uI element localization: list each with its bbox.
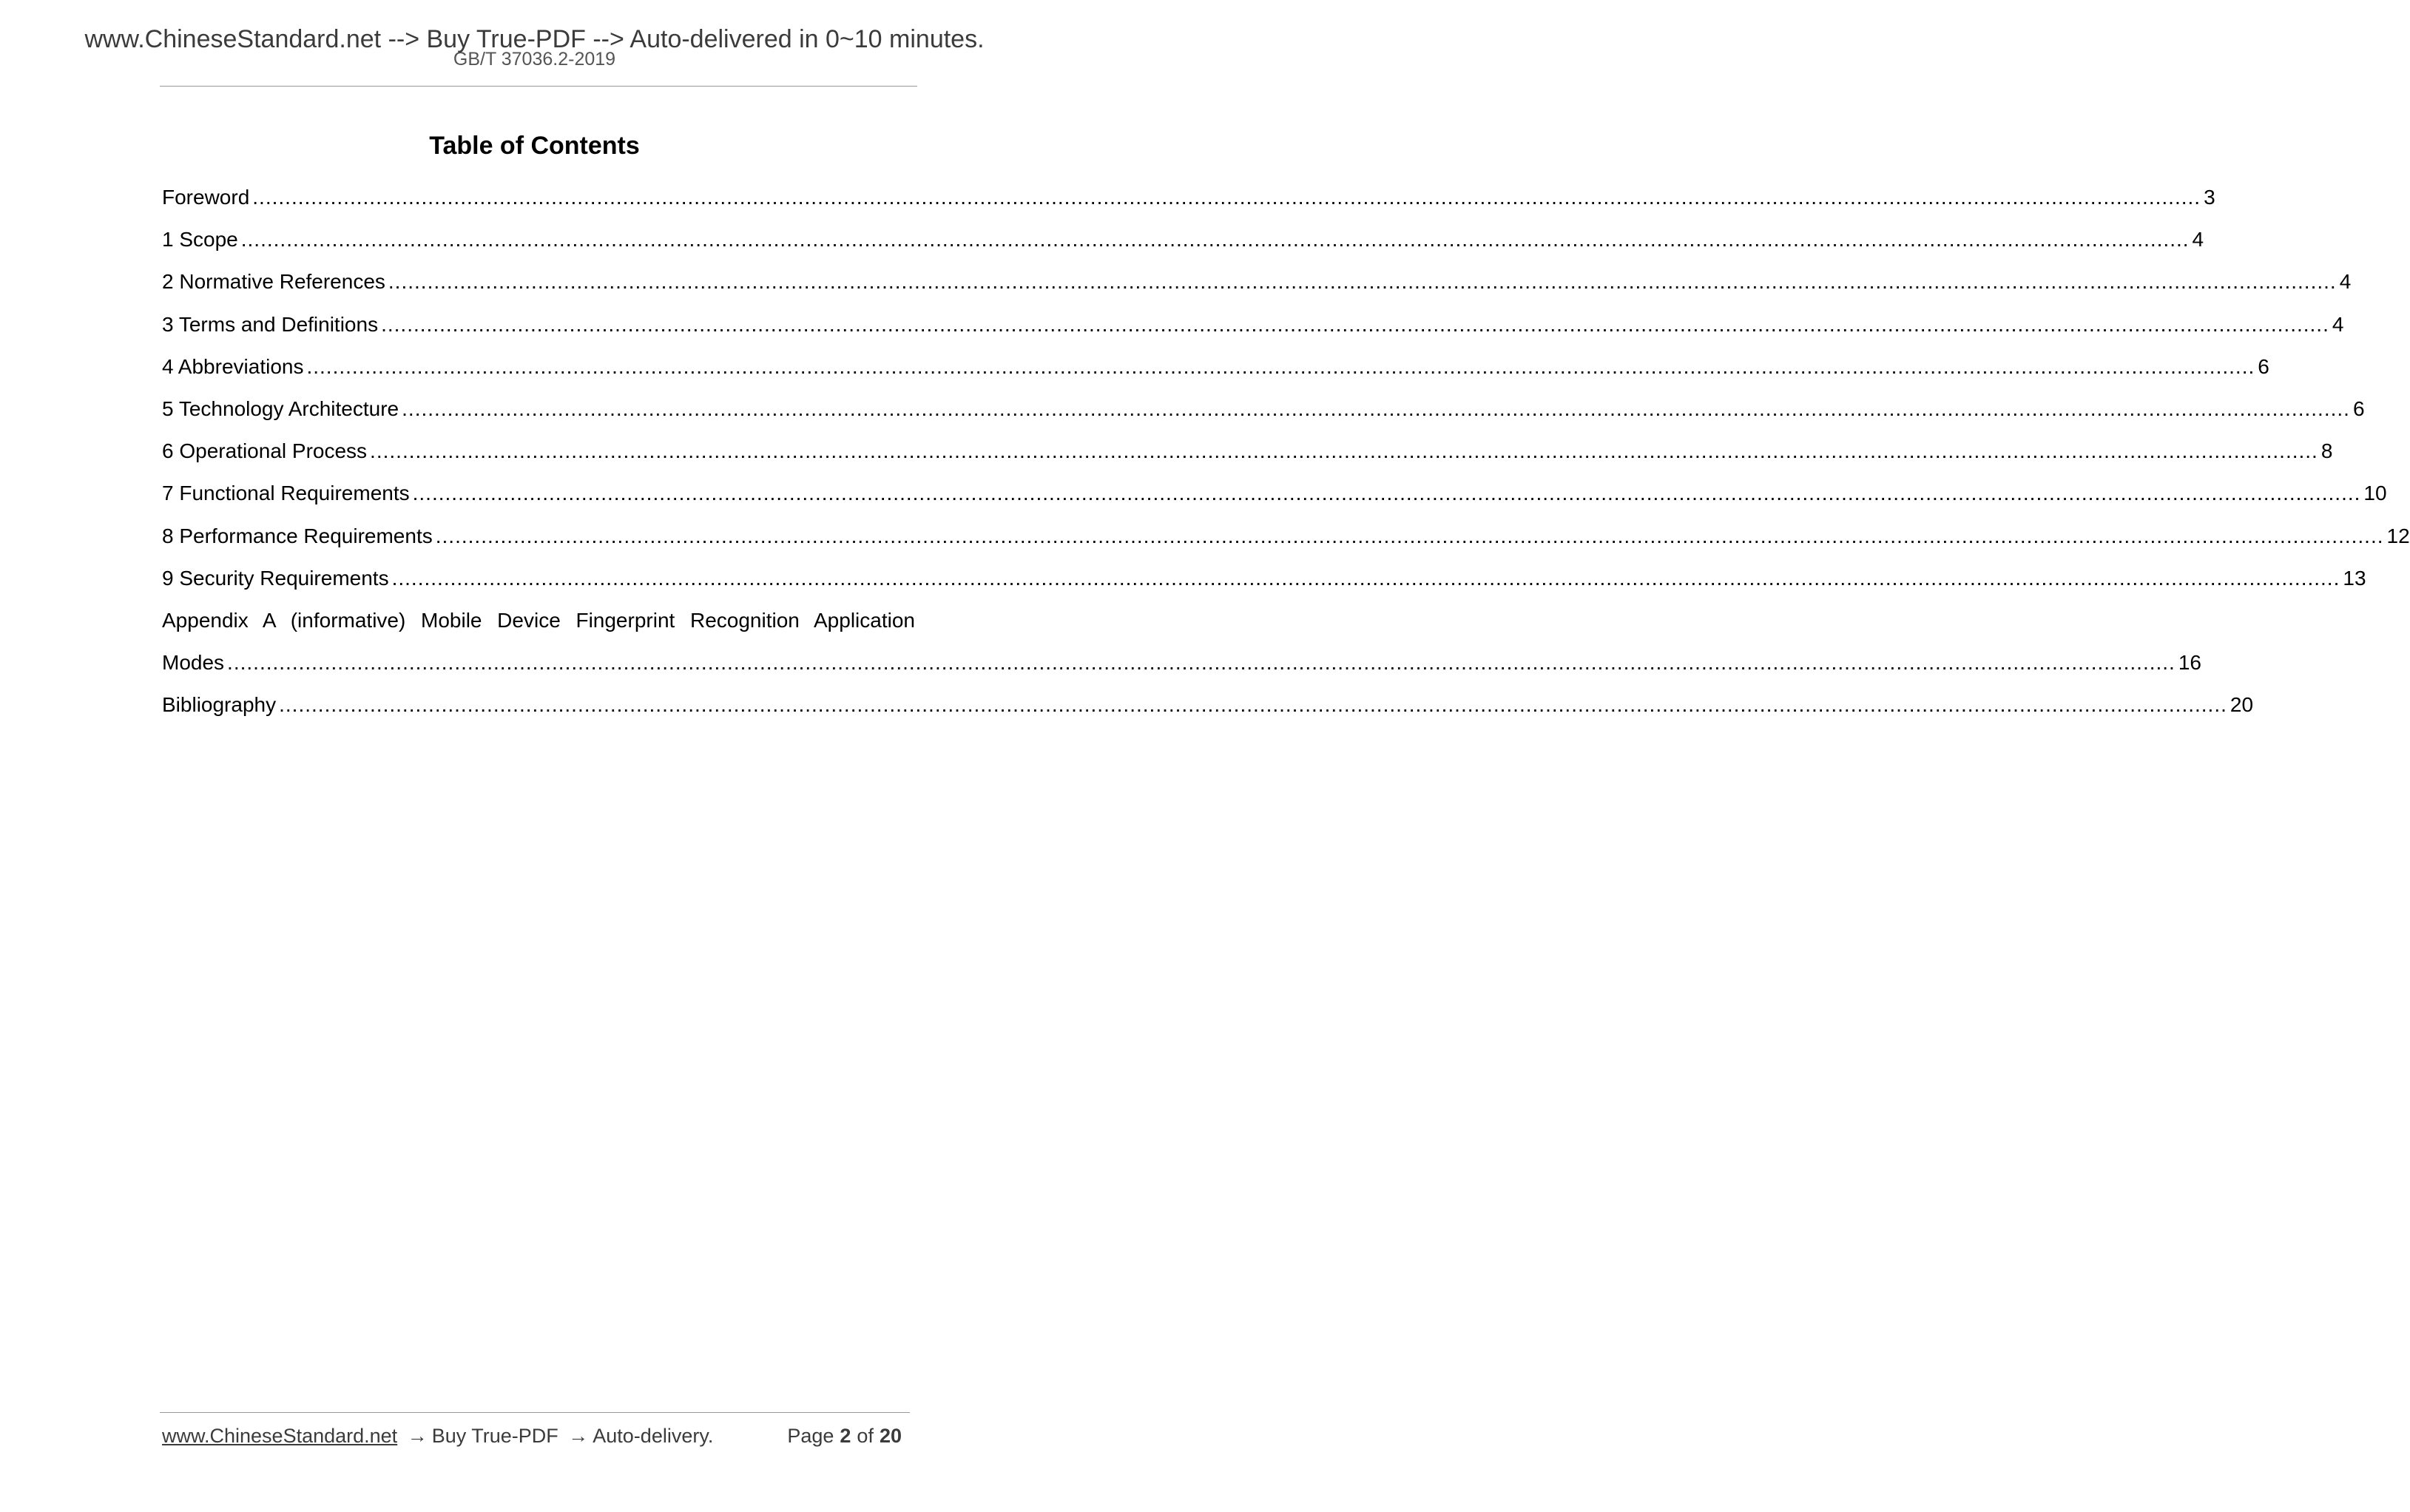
total-page-count: 20 [879, 1425, 902, 1447]
toc-entry-label: Foreword [162, 186, 250, 209]
dot-leader: ............................................................................................................................................................................................................................................................................................................ [306, 354, 2255, 378]
toc-entry-page: 10 [2363, 482, 2387, 505]
toc-entry-technology-architecture[interactable] [162, 393, 2365, 435]
dot-leader: ............................................................................................................................................................................................................................................................................................................ [370, 439, 2318, 463]
toc-entry-label: 3 Terms and Definitions [162, 312, 379, 336]
toc-entry-page: 16 [2178, 651, 2201, 675]
table-of-contents [162, 181, 2410, 731]
toc-entry-label: 5 Technology Architecture [162, 396, 399, 420]
toc-entry-label: Appendix A (informative) Mobile Device Fingerprint Recognition Application [162, 608, 915, 632]
toc-entry-label: 7 Functional Requirements [162, 482, 410, 505]
dot-leader: ............................................................................................................................................................................................................................................................................................................ [240, 228, 2190, 252]
toc-entry-performance-requirements[interactable] [162, 520, 2410, 562]
toc-entry-label: Modes [162, 651, 225, 675]
dot-leader: ............................................................................................................................................................................................................................................................................................................ [391, 566, 2340, 590]
toc-entry-scope[interactable] [162, 223, 2204, 266]
toc-entry-appendix-a-modes[interactable] [162, 647, 2201, 689]
toc-entry-security-requirements[interactable] [162, 562, 2366, 604]
toc-title: Table of Contents [429, 132, 640, 160]
toc-entry-label: 1 Scope [162, 228, 238, 252]
toc-entry-page: 13 [2343, 566, 2366, 590]
top-banner: www.ChineseStandard.net --> Buy True-PDF --> Auto-delivered in 0~10 minutes. [84, 25, 985, 53]
toc-entry-appendix-a-first-line[interactable] [162, 604, 915, 647]
toc-entry-page: 4 [2192, 228, 2204, 252]
document-code: GB/T 37036.2-2019 [453, 49, 616, 70]
toc-entry-page: 20 [2230, 693, 2254, 717]
toc-entry-page: 8 [2320, 439, 2333, 463]
footer-site-link[interactable]: www.ChineseStandard.net [162, 1425, 398, 1447]
toc-entry-foreword[interactable] [162, 181, 2215, 223]
dot-leader: ............................................................................................................................................................................................................................................................................................................ [227, 651, 2176, 675]
toc-entry-page: 12 [2386, 524, 2410, 547]
toc-entry-label: 4 Abbreviations [162, 354, 304, 378]
dot-leader: ............................................................................................................................................................................................................................................................................................................ [388, 270, 2337, 294]
of-word: of [857, 1425, 874, 1447]
dot-leader: ............................................................................................................................................................................................................................................................................................................ [252, 186, 2201, 209]
toc-entry-label: 9 Security Requirements [162, 566, 389, 590]
toc-entry-bibliography[interactable] [162, 689, 2254, 731]
dot-leader: ............................................................................................................................................................................................................................................................................................................ [402, 396, 2350, 420]
toc-entry-label: 8 Performance Requirements [162, 524, 433, 547]
toc-entry-functional-requirements[interactable] [162, 477, 2387, 519]
toc-entry-page: 3 [2204, 186, 2215, 209]
page-word: Page [787, 1425, 834, 1447]
dot-leader: ............................................................................................................................................................................................................................................................................................................ [435, 524, 2384, 547]
dot-leader: ............................................................................................................................................................................................................................................................................................................ [279, 693, 2227, 717]
toc-entry-label: 2 Normative References [162, 270, 385, 294]
footer-divider [160, 1412, 910, 1413]
page-indicator [787, 1426, 908, 1446]
toc-entry-abbreviations[interactable] [162, 351, 2269, 393]
footer-delivery-text: Auto-delivery. [593, 1425, 714, 1447]
toc-entry-terms-and-definitions[interactable] [162, 308, 2344, 351]
toc-entry-label: Bibliography [162, 693, 277, 717]
dot-leader: ............................................................................................................................................................................................................................................................................................................ [412, 482, 2361, 505]
footer-buy-text: Buy True-PDF [431, 1425, 558, 1447]
toc-entry-normative-references[interactable] [162, 266, 2352, 308]
right-arrow-icon: → [407, 1425, 428, 1447]
current-page-number: 2 [840, 1425, 851, 1447]
toc-entry-page: 4 [2332, 312, 2344, 336]
toc-entry-page: 4 [2339, 270, 2352, 294]
toc-entry-operational-process[interactable] [162, 435, 2333, 477]
dot-leader: ............................................................................................................................................................................................................................................................................................................ [381, 312, 2329, 336]
header-divider [160, 86, 917, 87]
toc-entry-label: 6 Operational Process [162, 439, 368, 463]
footer-promo [162, 1426, 713, 1446]
toc-entry-page: 6 [2352, 396, 2365, 420]
toc-entry-page: 6 [2258, 354, 2269, 378]
right-arrow-icon: → [568, 1425, 589, 1447]
